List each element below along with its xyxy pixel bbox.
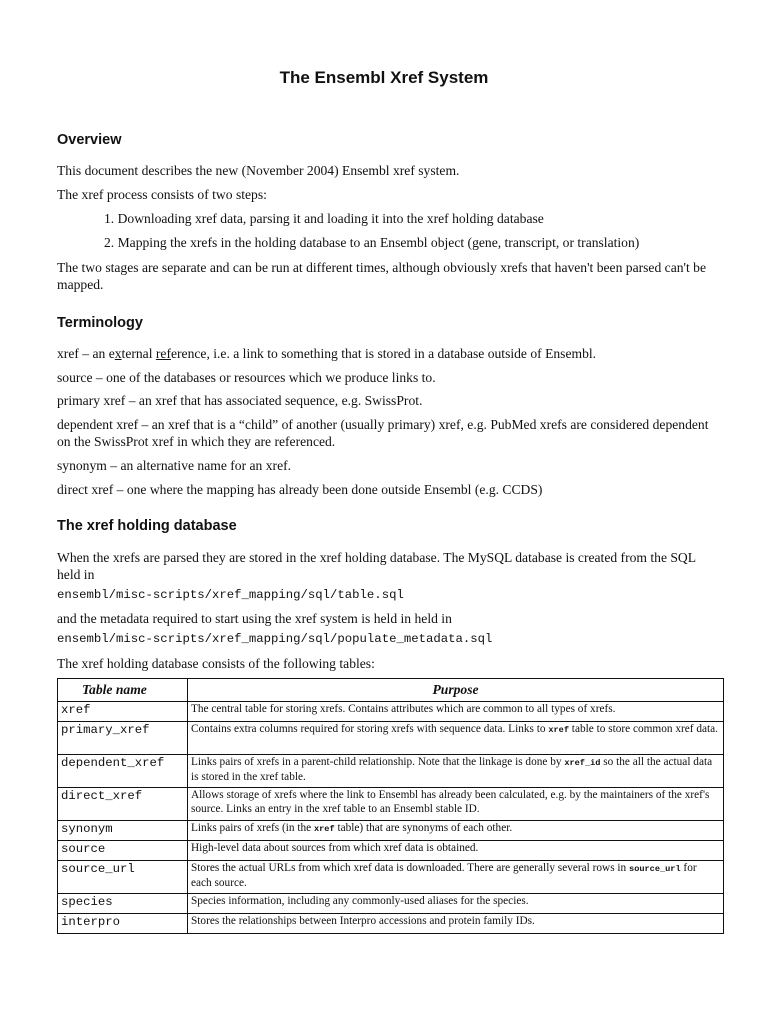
purpose-cell (188, 755, 724, 788)
overview-paragraph-3: The two stages are separate and can be run at different times, although obviously xrefs that haven't been parsed can't be mapped. (57, 260, 706, 292)
term-direct-xref: direct xref – one where the mapping has already been done outside Ensembl (e.g. CCDS) (57, 482, 543, 497)
purpose-text: for each source. (191, 862, 697, 889)
table-sql-path: ensembl/misc-scripts/xref_mapping/sql/table.sql (57, 588, 404, 602)
term-xref-part-a: xref – an e (57, 346, 115, 361)
inline-code: xref (313, 824, 335, 834)
tables-table (57, 678, 724, 934)
purpose-cell (188, 821, 724, 841)
term-dependent-xref: dependent xref – an xref that is a “child” of another (usually primary) xref, e.g. PubMed xrefs are considered dependent on the SwissProt xref in which they are referenced. (57, 417, 709, 449)
term-xref-part-c: ternal (121, 346, 156, 361)
purpose-cell (188, 722, 724, 755)
table-row (58, 788, 724, 821)
table-name-cell: source_url (58, 861, 188, 894)
term-xref-part-b: x (114, 346, 122, 361)
table-row (58, 702, 724, 722)
purpose-text: Stores the actual URLs from which xref data is downloaded. There are generally several rows in (191, 862, 630, 874)
overview-paragraph-2: The xref process consists of two steps: (57, 187, 267, 202)
table-name-cell: primary_xref (58, 722, 188, 755)
table-name-cell: xref (58, 702, 188, 722)
table-name-cell: species (58, 894, 188, 914)
purpose-cell: Stores the relationships between Interpro accessions and protein family IDs. (188, 914, 724, 934)
inline-code: source_url (629, 864, 681, 874)
holding-paragraph-3: The xref holding database consists of the following tables: (57, 656, 375, 671)
purpose-cell: High-level data about sources from which xref data is obtained. (188, 841, 724, 861)
table-name-cell: source (58, 841, 188, 861)
header-table-name: Table name (58, 679, 188, 702)
overview-heading: Overview (57, 132, 122, 148)
table-name-cell: direct_xref (58, 788, 188, 821)
purpose-text: Links pairs of xrefs in a parent-child relationship. Note that the linkage is done by (191, 756, 565, 768)
purpose-text: Contains extra columns required for storing xrefs with sequence data. Links to (191, 723, 549, 735)
purpose-cell: Species information, including any commonly-used aliases for the species. (188, 894, 724, 914)
purpose-text: Links pairs of xrefs (in the (191, 822, 314, 834)
holding-db-heading: The xref holding database (57, 518, 237, 534)
table-name-cell: synonym (58, 821, 188, 841)
table-name-cell: dependent_xref (58, 755, 188, 788)
step-item-2: 2. Mapping the xrefs in the holding database to an Ensembl object (gene, transcript, or translation) (104, 235, 640, 250)
step-item-1: 1. Downloading xref data, parsing it and loading it into the xref holding database (104, 211, 544, 226)
header-purpose: Purpose (188, 679, 724, 702)
inline-code: xref (548, 725, 569, 735)
table-row (58, 894, 724, 914)
metadata-sql-path: ensembl/misc-scripts/xref_mapping/sql/populate_metadata.sql (57, 632, 493, 646)
table-row (58, 914, 724, 934)
purpose-text: table to store common xref data. (568, 723, 718, 735)
term-xref (57, 346, 717, 363)
purpose-text: table) that are synonyms of each other. (334, 822, 513, 834)
table-row (58, 755, 724, 788)
table-header-row (58, 679, 724, 702)
purpose-cell: The central table for storing xrefs. Contains attributes which are common to all types of xrefs. (188, 702, 724, 722)
overview-paragraph-1: This document describes the new (November 2004) Ensembl xref system. (57, 163, 460, 178)
table-row (58, 722, 724, 755)
term-synonym: synonym – an alternative name for an xref. (57, 458, 292, 473)
term-xref-part-d: ref (155, 346, 171, 361)
purpose-cell: Allows storage of xrefs where the link to Ensembl has already been calculated, e.g. by the maintainers of the xref's source. Links an entry in the xref table to an Ensembl stable ID. (188, 788, 724, 821)
table-row (58, 841, 724, 861)
table-row (58, 821, 724, 841)
holding-paragraph-2: and the metadata required to start using the xref system is held in held in (57, 611, 452, 626)
term-xref-part-e: erence, i.e. a link to something that is stored in a database outside of Ensembl. (170, 346, 597, 361)
table-row (58, 861, 724, 894)
document-title: The Ensembl Xref System (279, 68, 489, 87)
term-primary-xref: primary xref – an xref that has associated sequence, e.g. SwissProt. (57, 393, 423, 408)
inline-code: xref_id (564, 758, 601, 768)
purpose-cell (188, 861, 724, 894)
table-name-cell: interpro (58, 914, 188, 934)
purpose-text: so the all the actual data is stored in the xref table. (191, 756, 713, 783)
terminology-heading: Terminology (57, 315, 143, 331)
holding-paragraph-1: When the xrefs are parsed they are stored in the xref holding database. The MySQL database is created from the SQL held in (57, 550, 696, 582)
term-source: source – one of the databases or resources which we produce links to. (57, 370, 436, 385)
